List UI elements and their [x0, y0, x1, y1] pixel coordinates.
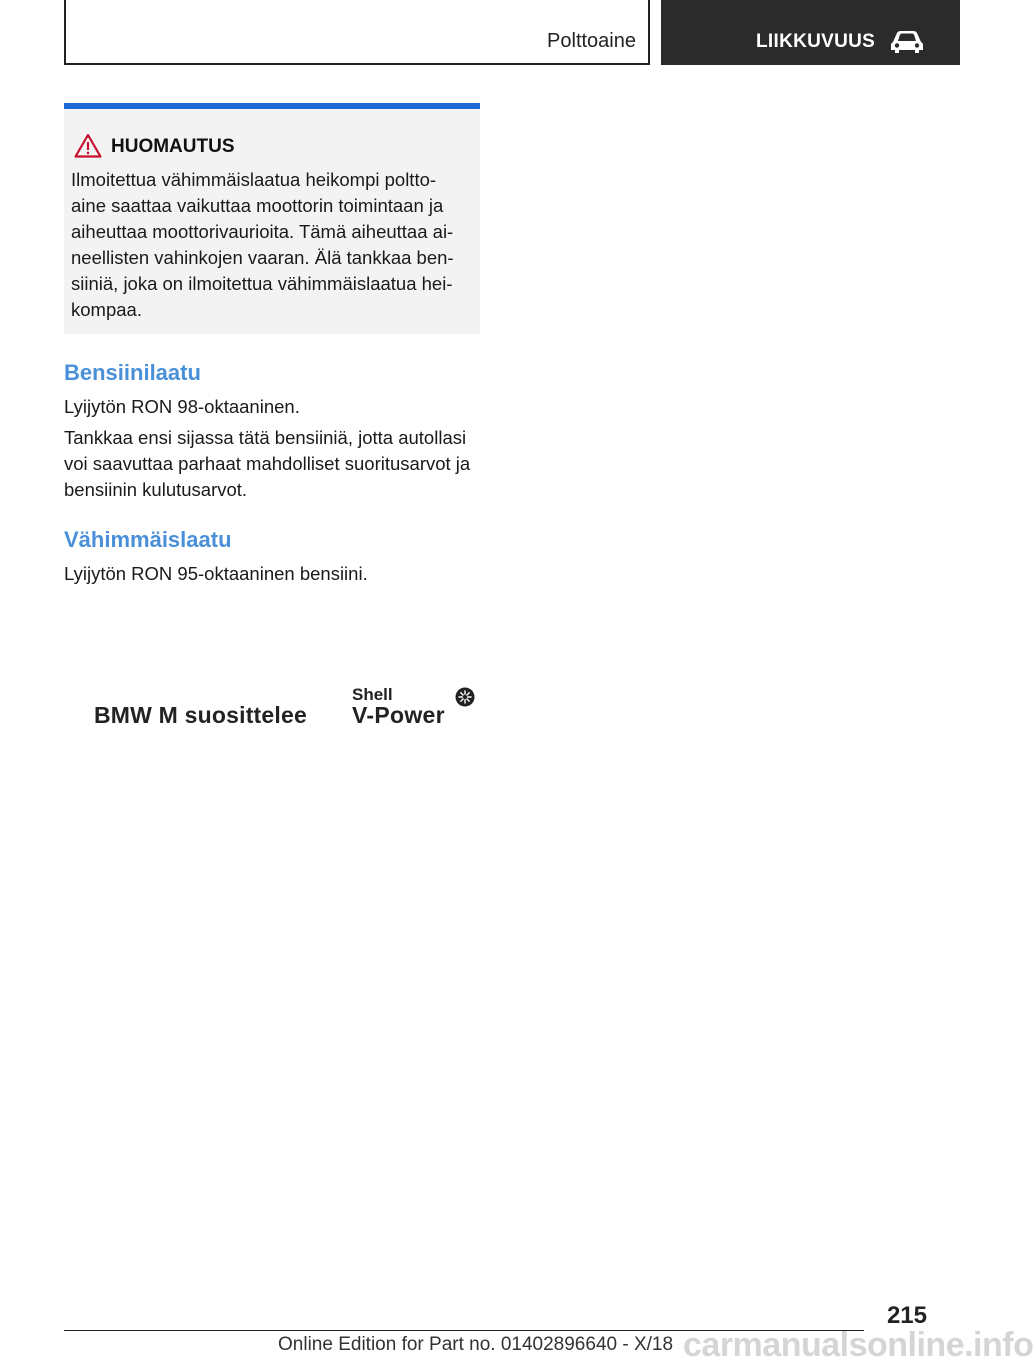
notice-title: HUOMAUTUS [111, 136, 235, 157]
gasoline-heading: Bensiinilaatu [64, 360, 201, 385]
gasoline-paragraph-2-line: voi saavuttaa parhaat mahdolliset suoritusarvot ja [64, 453, 471, 474]
watermark: carmanualsonline.info [683, 1326, 1033, 1364]
minimum-heading: Vähimmäislaatu [64, 527, 232, 552]
promo-text: BMW M suosittelee [94, 702, 307, 728]
brand-logo-top: Shell [352, 685, 393, 704]
notice-line: siiniä, joka on ilmoitettua vähimmäislaatua hei- [71, 273, 453, 294]
notice-line: aine saattaa vaikuttaa moottorin toimintaan ja [71, 195, 444, 216]
notice-box [64, 103, 480, 334]
header-chapter-title: LIIKKUVUUS [756, 31, 876, 52]
minimum-paragraph [64, 561, 484, 587]
notice-text [71, 167, 476, 323]
gasoline-paragraph-2 [64, 425, 484, 503]
notice-line: aiheuttaa moottorivaurioita. Tämä aiheuttaa ai- [71, 221, 454, 242]
notice-line: kompaa. [71, 299, 142, 320]
warning-triangle-icon [74, 133, 102, 158]
header-section-title: Polttoaine [547, 30, 636, 52]
header-section-box [64, 0, 650, 65]
car-icon [890, 28, 924, 54]
footer-edition: Online Edition for Part no. 01402896640 - X/18 [278, 1334, 674, 1355]
minimum-paragraph-text: Lyijytön RON 95-oktaaninen bensiini. [64, 563, 368, 584]
notice-line: neellisten vahinkojen vaaran. Älä tankkaa ben- [71, 247, 454, 268]
gasoline-paragraph-1 [64, 394, 484, 420]
brand-logo-main: V-Power [352, 702, 445, 728]
gasoline-paragraph-2-line: bensiinin kulutusarvot. [64, 479, 248, 500]
header-chapter-box [661, 0, 960, 65]
page-number: 215 [886, 1302, 927, 1329]
gasoline-paragraph-1-text: Lyijytön RON 98-oktaaninen. [64, 396, 300, 417]
shell-emblem-icon [455, 687, 475, 707]
notice-line: Ilmoitettua vähimmäislaatua heikompi poltto- [71, 169, 437, 190]
gasoline-paragraph-2-line: Tankkaa ensi sijassa tätä bensiiniä, jotta autollasi [64, 427, 467, 448]
